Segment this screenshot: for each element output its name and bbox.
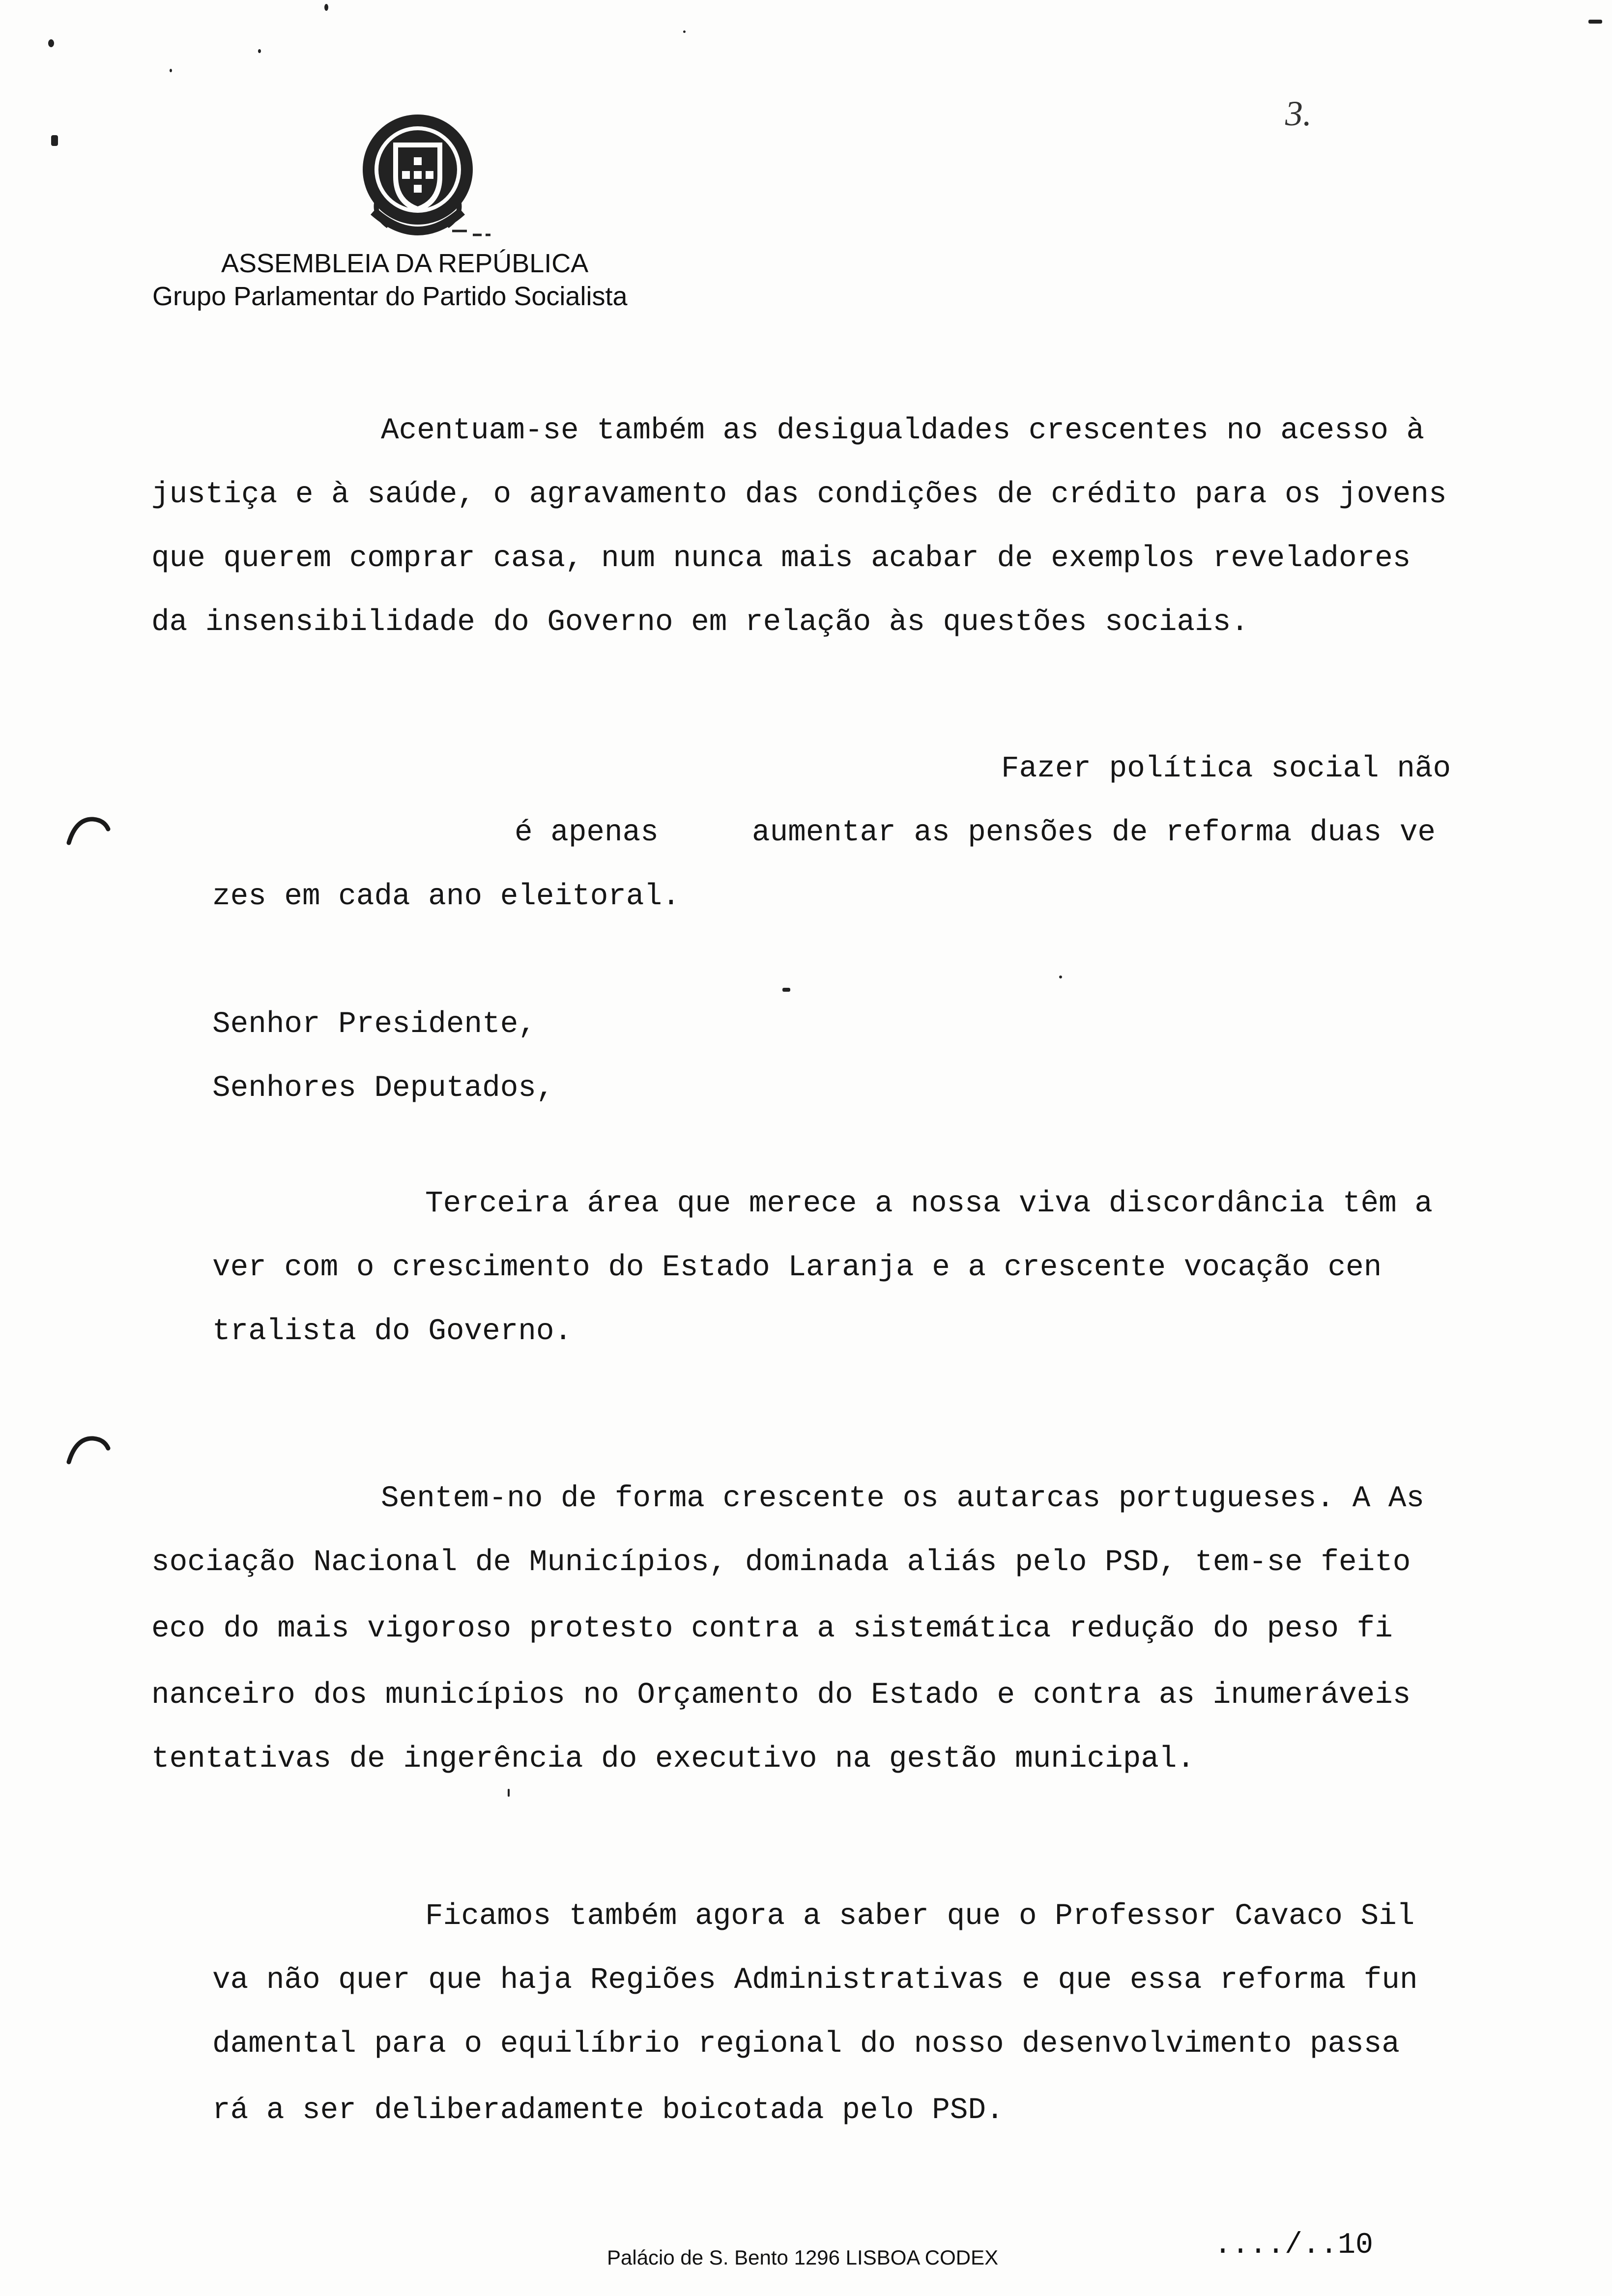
scan-speck (324, 4, 328, 11)
body-line: tralista do Governo. (212, 1315, 573, 1349)
body-line: ver com o crescimento do Estado Laranja e a crescente vocação cen (212, 1251, 1382, 1285)
margin-mark (64, 813, 113, 848)
body-line: é apenas (515, 816, 659, 850)
body-line: Ficamos também agora a saber que o Professor Cavaco Sil (425, 1899, 1415, 1933)
body-line: zes em cada ano eleitoral. (212, 880, 680, 914)
body-line: que querem comprar casa, num nunca mais acabar de exemplos reveladores (151, 542, 1411, 575)
salutation-line: Senhor Presidente, (212, 1007, 536, 1041)
coat-of-arms-emblem (344, 108, 491, 246)
body-line: sociação Nacional de Municípios, dominada aliás pelo PSD, tem-se feito (151, 1546, 1411, 1579)
body-line: Terceira área que merece a nossa viva discordância têm a (425, 1187, 1433, 1221)
scan-speck (48, 39, 54, 47)
footer-address: Palácio de S. Bento 1296 LISBOA CODEX (607, 2246, 999, 2269)
scan-speck (258, 49, 261, 53)
scan-speck (782, 988, 790, 992)
scan-speck (683, 30, 686, 33)
page-mark: 3. (1285, 94, 1312, 133)
body-line: damental para o equilíbrio regional do nosso desenvolvimento passa (212, 2027, 1400, 2061)
margin-mark (64, 1433, 113, 1467)
continuation-marker: ..../..10 (1214, 2229, 1374, 2262)
scan-speck (1588, 20, 1602, 24)
body-line: tentativas de ingerência do executivo na gestão municipal. (151, 1742, 1195, 1776)
body-line: eco do mais vigoroso protesto contra a sistemática redução do peso fi (151, 1612, 1393, 1646)
body-line: aumentar as pensões de reforma duas ve (752, 816, 1436, 850)
scan-speck (170, 69, 172, 72)
body-line: nanceiro dos municípios no Orçamento do Estado e contra as inumeráveis (151, 1678, 1411, 1712)
body-line: va não quer que haja Regiões Administrativas e que essa reforma fun (212, 1963, 1418, 1997)
scan-speck (1059, 976, 1062, 978)
parliamentary-group: Grupo Parlamentar do Partido Socialista (152, 282, 628, 311)
body-line: Acentuam-se também as desigualdades crescentes no acesso à (381, 414, 1425, 448)
institution-name: ASSEMBLEIA DA REPÚBLICA (221, 249, 589, 278)
scan-speck (51, 135, 58, 146)
body-line: rá a ser deliberadamente boicotada pelo PSD. (212, 2094, 1004, 2127)
body-line: Fazer política social não (1001, 752, 1451, 786)
body-line: Sentem-no de forma crescente os autarcas portugueses. A As (381, 1482, 1425, 1516)
body-line: da insensibilidade do Governo em relação às questões sociais. (151, 605, 1249, 639)
salutation-line: Senhores Deputados, (212, 1071, 554, 1105)
scan-speck (508, 1789, 510, 1797)
body-line: justiça e à saúde, o agravamento das condições de crédito para os jovens (151, 478, 1447, 512)
